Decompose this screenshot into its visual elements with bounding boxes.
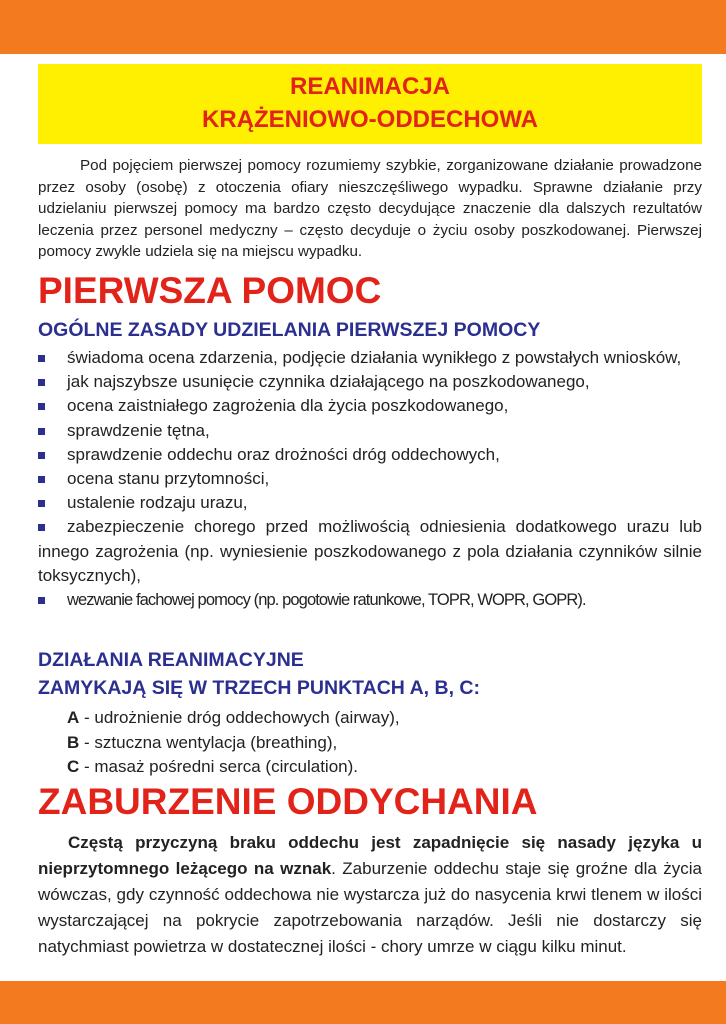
subheading-general-rules: OGÓLNE ZASADY UDZIELANIA PIERWSZEJ POMOCY	[38, 319, 541, 341]
bullet-square-icon	[38, 500, 45, 507]
list-item: sprawdzenie tętna,	[38, 419, 702, 443]
breathing-rest-text: . Zaburzenie oddechu staje się groźne dla życia wówczas, gdy czynność oddechowa nie wystarcza już do nasycenia krwi tlenem w ilości wystarczającej na pokrycie zapotrzebowania narządów. Jeśli nie dostarczy się natychmiast powietrza w dostatecznej ilości - chory umrze w ciągu kilku minut.	[38, 859, 702, 956]
list-item: zabezpieczenie chorego przed możliwością odniesienia dodatkowego urazu lub innego zagrożenia (np. wyniesienie poszkodowanego z pola działania czynników silnie toksycznych),	[38, 517, 702, 585]
heading-reanimation-line-2: ZAMYKAJĄ SIĘ W TRZECH PUNKTACH A, B, C:	[38, 677, 480, 699]
intro-paragraph	[38, 155, 702, 263]
abc-item-a: A - udrożnienie dróg oddechowych (airway),	[67, 708, 400, 727]
bullet-square-icon	[38, 428, 45, 435]
bullet-square-icon	[38, 597, 45, 604]
list-item: ocena zaistniałego zagrożenia dla życia poszkodowanego,	[38, 394, 702, 418]
bullet-square-icon	[38, 476, 45, 483]
abc-list	[67, 706, 667, 780]
list-item: wezwanie fachowej pomocy (np. pogotowie ratunkowe, TOPR, WOPR, GOPR).	[38, 588, 702, 612]
intro-text: Pod pojęciem pierwszej pomocy rozumiemy szybkie, zorganizowane działanie prowadzone przez osoby (osobę) z otoczenia ofiary nieszczęśliwego wypadku. Sprawne działanie przy udzielaniu pierwszej pomocy ma bardzo często decydujące znaczenie dla dalszych rezultatów leczenia przez personel medyczny – często decyduje o życiu osoby poszkodowanej. Pierwszej pomocy zwykle udziela się na miejscu wypadku.	[38, 157, 702, 260]
rules-list	[38, 346, 702, 612]
list-item: ustalenie rodzaju urazu,	[38, 491, 702, 515]
breathing-lead-text: Częstą przyczyną braku oddechu jest zapadnięcie się nasady języka u nieprzytomnego leżącego na wznak	[38, 833, 702, 878]
abc-item-b: B - sztuczna wentylacja (breathing),	[67, 732, 338, 752]
bullet-square-icon	[38, 379, 45, 386]
heading-pierwsza-pomoc: PIERWSZA POMOC	[38, 270, 382, 311]
top-orange-band	[0, 0, 726, 54]
list-item: ocena stanu przytomności,	[38, 467, 702, 491]
list-item: jak najszybsze usunięcie czynnika działającego na poszkodowanego,	[38, 370, 702, 394]
title-line-2: KRĄŻENIOWO-ODDECHOWA	[202, 106, 538, 133]
bullet-square-icon	[38, 355, 45, 362]
abc-item-c: C - masaż pośredni serca (circulation).	[67, 757, 358, 776]
list-item: świadoma ocena zdarzenia, podjęcie działania wynikłego z powstałych wniosków,	[38, 346, 702, 370]
heading-zaburzenie-oddychania: ZABURZENIE ODDYCHANIA	[38, 781, 538, 822]
bullet-square-icon	[38, 524, 45, 531]
bullet-square-icon	[38, 403, 45, 410]
title-line-1: REANIMACJA	[289, 73, 450, 100]
title-banner	[38, 64, 702, 144]
bullet-square-icon	[38, 452, 45, 459]
heading-reanimation-line-1: DZIAŁANIA REANIMACYJNE	[38, 649, 304, 671]
bottom-orange-band	[0, 981, 726, 1024]
list-item: sprawdzenie oddechu oraz drożności dróg oddechowych,	[38, 443, 702, 467]
breathing-paragraph	[38, 830, 702, 960]
